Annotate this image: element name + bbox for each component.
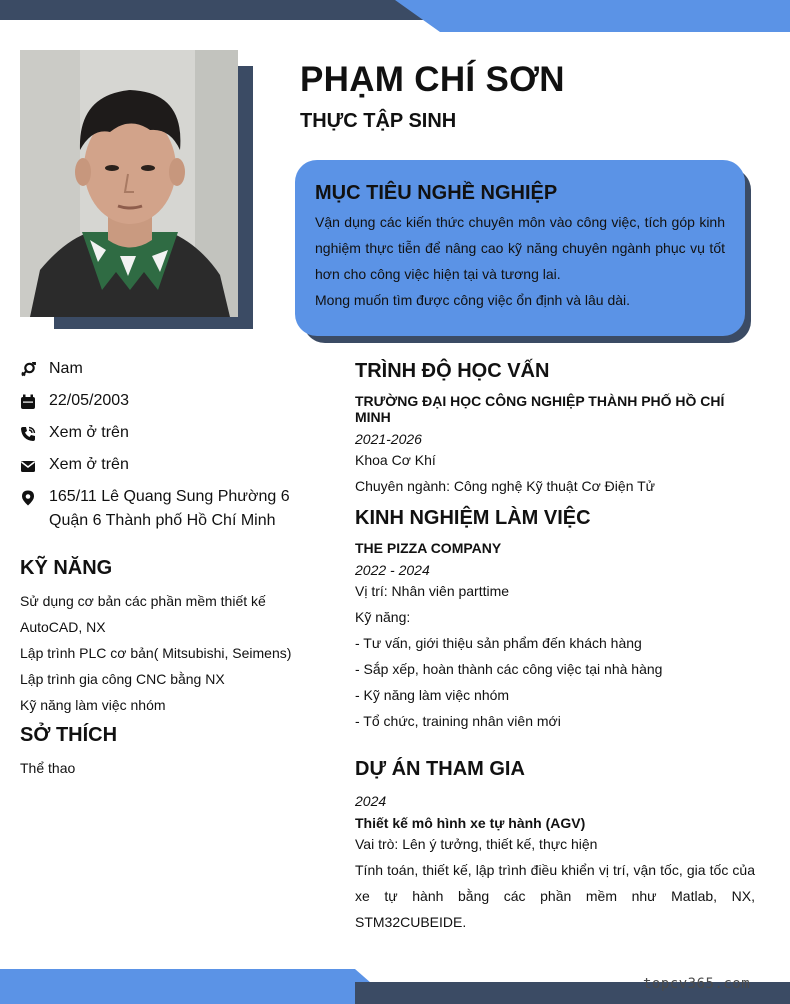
experience-bullet: - Sắp xếp, hoàn thành các công việc tại nhà hàng [355, 661, 663, 677]
phone-icon [20, 426, 36, 442]
contact-address [20, 488, 290, 533]
candidate-name: PHẠM CHÍ SƠN [300, 60, 565, 99]
contact-birthday [20, 392, 129, 413]
project-year: 2024 [355, 793, 387, 809]
portrait-illustration [20, 50, 238, 317]
skills-list [20, 588, 320, 718]
education-major: Chuyên ngành: Công nghệ Kỹ thuật Cơ Điện Tử [355, 478, 656, 494]
phone-value: Xem ở trên [49, 424, 129, 441]
candidate-role: THỰC TẬP SINH [300, 110, 457, 132]
objective-box [295, 160, 745, 336]
address-value [49, 485, 290, 533]
profile-photo [20, 50, 238, 317]
education-period: 2021-2026 [355, 431, 422, 447]
experience-position: Vị trí: Nhân viên parttime [355, 583, 510, 599]
email-value: Xem ở trên [49, 456, 129, 473]
skill-item: Lập trình gia công CNC bằng NX [20, 671, 225, 687]
contact-phone [20, 424, 129, 445]
contact-email [20, 456, 129, 477]
skill-item: Kỹ năng làm việc nhóm [20, 697, 166, 713]
address-line-2: Quận 6 Thành phố Hồ Chí Minh [49, 512, 276, 529]
bottom-blue-band [0, 969, 395, 1004]
objective-text-1: Vận dụng các kiến thức chuyên môn vào công việc, tích góp kinh nghiệm thực tiễn để nâng cao kỹ năng chuyên ngành phục vụ tốt hơn cho công việc hiện tại và tương lai. [315, 214, 725, 282]
hobby-item: Thể thao [20, 760, 76, 776]
gender-value: Nam [49, 360, 83, 377]
top-dark-band [0, 0, 440, 20]
objective-text-2: Mong muốn tìm được công việc ổn định và lâu dài. [315, 292, 631, 308]
experience-bullet: - Kỹ năng làm việc nhóm [355, 687, 510, 703]
skill-item: Lập trình PLC cơ bản( Mitsubishi, Seimens) [20, 645, 292, 661]
top-blue-band [395, 0, 790, 32]
skill-item: AutoCAD, NX [20, 619, 106, 635]
project-description: Tính toán, thiết kế, lập trình điều khiển vị trí, vận tốc, gia tốc của xe tự hành bằng các phần mềm như Matlab, NX, STM32CUBEIDE. [355, 862, 755, 930]
experience-company: THE PIZZA COMPANY [355, 540, 502, 556]
birthday-value: 22/05/2003 [49, 392, 130, 409]
experience-title: KINH NGHIỆM LÀM VIỆC [355, 507, 591, 529]
education-title: TRÌNH ĐỘ HỌC VẤN [355, 360, 550, 382]
experience-bullet: - Tư vấn, giới thiệu sản phẩm đến khách hàng [355, 635, 642, 651]
skills-title: KỸ NĂNG [20, 557, 113, 579]
experience-section [355, 507, 755, 734]
hobbies-title: SỞ THÍCH [20, 724, 118, 746]
project-name: Thiết kế mô hình xe tự hành (AGV) [355, 815, 586, 831]
address-line-1: 165/11 Lê Quang Sung Phường 6 [49, 488, 290, 505]
watermark-text: topcv365.com [643, 976, 751, 992]
education-section [355, 360, 755, 499]
education-faculty: Khoa Cơ Khí [355, 452, 436, 468]
objective-title: MỤC TIÊU NGHỀ NGHIỆP [315, 182, 558, 204]
experience-period: 2022 - 2024 [355, 562, 430, 578]
calendar-icon [20, 394, 36, 410]
project-role: Vai trò: Lên ý tưởng, thiết kế, thực hiện [355, 836, 598, 852]
education-school: TRƯỜNG ĐẠI HỌC CÔNG NGHIỆP THÀNH PHỐ HỒ CHÍ MINH [355, 393, 725, 425]
map-pin-icon [20, 490, 36, 506]
contact-gender [20, 360, 83, 381]
experience-bullet: - Tổ chức, training nhân viên mới [355, 713, 561, 729]
gender-icon [20, 362, 36, 378]
skill-item: Sử dụng cơ bản các phần mềm thiết kế [20, 593, 266, 609]
experience-skills-label: Kỹ năng: [355, 609, 411, 625]
envelope-icon [20, 458, 36, 474]
projects-title: DỰ ÁN THAM GIA [355, 758, 525, 780]
projects-section [355, 758, 755, 935]
